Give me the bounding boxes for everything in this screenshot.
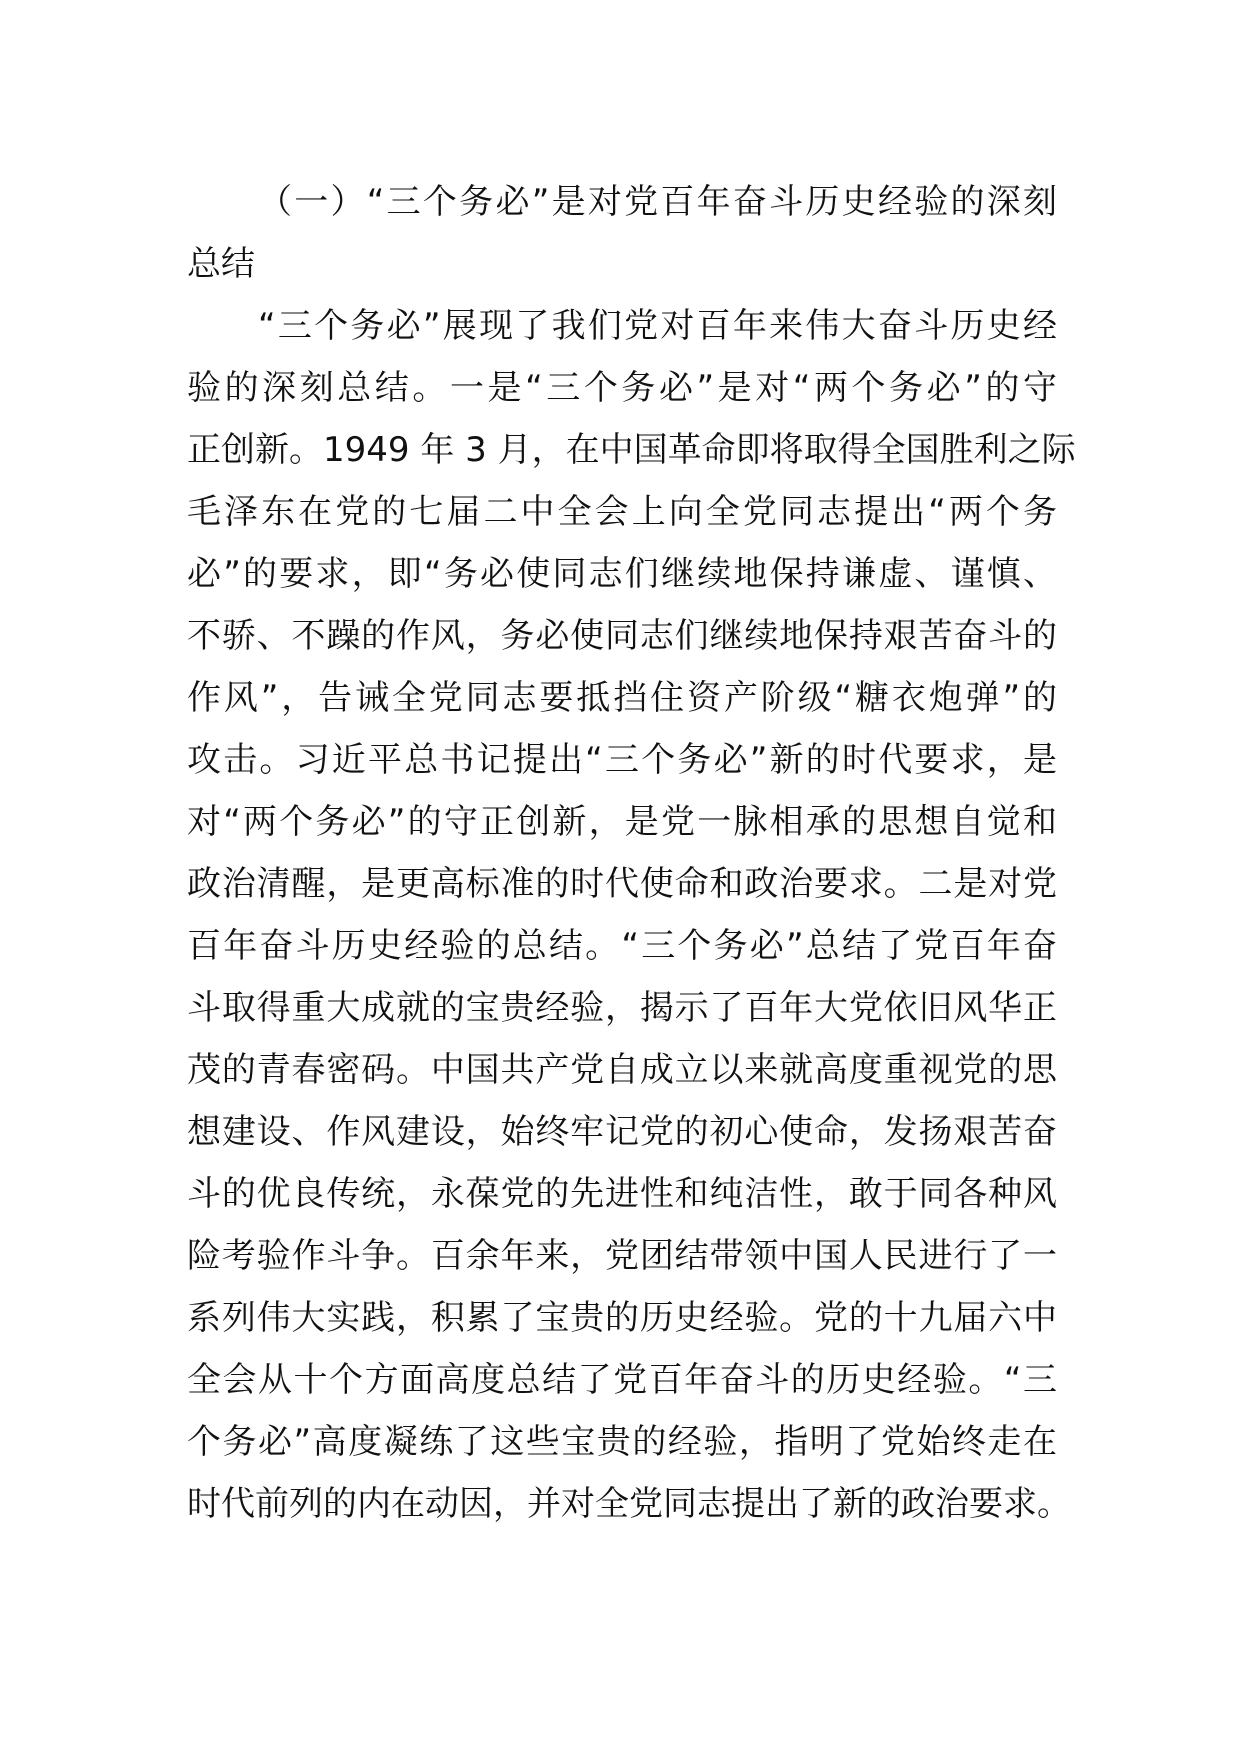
section-heading-line: （一）“三个务必”是对党百年奋斗历史经验的深刻 — [258, 182, 1057, 222]
paragraph-line: 斗取得重大成就的宝贵经验，揭示了百年大党依旧风华正 — [187, 988, 1057, 1028]
paragraph-line: 对“两个务必”的守正创新，是党一脉相承的思想自觉和 — [187, 802, 1057, 842]
paragraph-line: 茂的青春密码。中国共产党自成立以来就高度重视党的思 — [187, 1050, 1057, 1090]
paragraph-line: 全会从十个方面高度总结了党百年奋斗的历史经验。“三 — [187, 1360, 1057, 1400]
paragraph-line: 斗的优良传统，永葆党的先进性和纯洁性，敢于同各种风 — [187, 1174, 1057, 1214]
paragraph-line: 不骄、不躁的作风，务必使同志们继续地保持艰苦奋斗的 — [187, 616, 1057, 656]
paragraph-line: 验的深刻总结。一是“三个务必”是对“两个务必”的守 — [187, 368, 1057, 408]
paragraph-line: 毛泽东在党的七届二中全会上向全党同志提出“两个务 — [187, 492, 1057, 532]
paragraph-line: 险考验作斗争。百余年来，党团结带领中国人民进行了一 — [187, 1236, 1057, 1276]
paragraph-line: 时代前列的内在动因，并对全党同志提出了新的政治要求。 — [187, 1484, 1071, 1524]
paragraph-line: 想建设、作风建设，始终牢记党的初心使命，发扬艰苦奋 — [187, 1112, 1057, 1152]
paragraph-line: 政治清醒，是更高标准的时代使命和政治要求。二是对党 — [187, 864, 1057, 904]
paragraph-line: 个务必”高度凝练了这些宝贵的经验，指明了党始终走在 — [187, 1422, 1057, 1462]
paragraph-line: 作风”，告诫全党同志要抵挡住资产阶级“糖衣炮弹”的 — [187, 678, 1057, 718]
paragraph-line: 系列伟大实践，积累了宝贵的历史经验。党的十九届六中 — [187, 1298, 1057, 1338]
paragraph-line: 百年奋斗历史经验的总结。“三个务必”总结了党百年奋 — [187, 926, 1057, 966]
section-heading-line: 总结 — [187, 244, 255, 284]
paragraph-line: 必”的要求，即“务必使同志们继续地保持谦虚、谨慎、 — [187, 554, 1057, 594]
paragraph-line: “三个务必”展现了我们党对百年来伟大奋斗历史经 — [258, 306, 1057, 346]
paragraph-line: 正创新。1949 年 3 月，在中国革命即将取得全国胜利之际 — [187, 430, 1076, 470]
paragraph-line: 攻击。习近平总书记提出“三个务必”新的时代要求，是 — [187, 740, 1057, 780]
